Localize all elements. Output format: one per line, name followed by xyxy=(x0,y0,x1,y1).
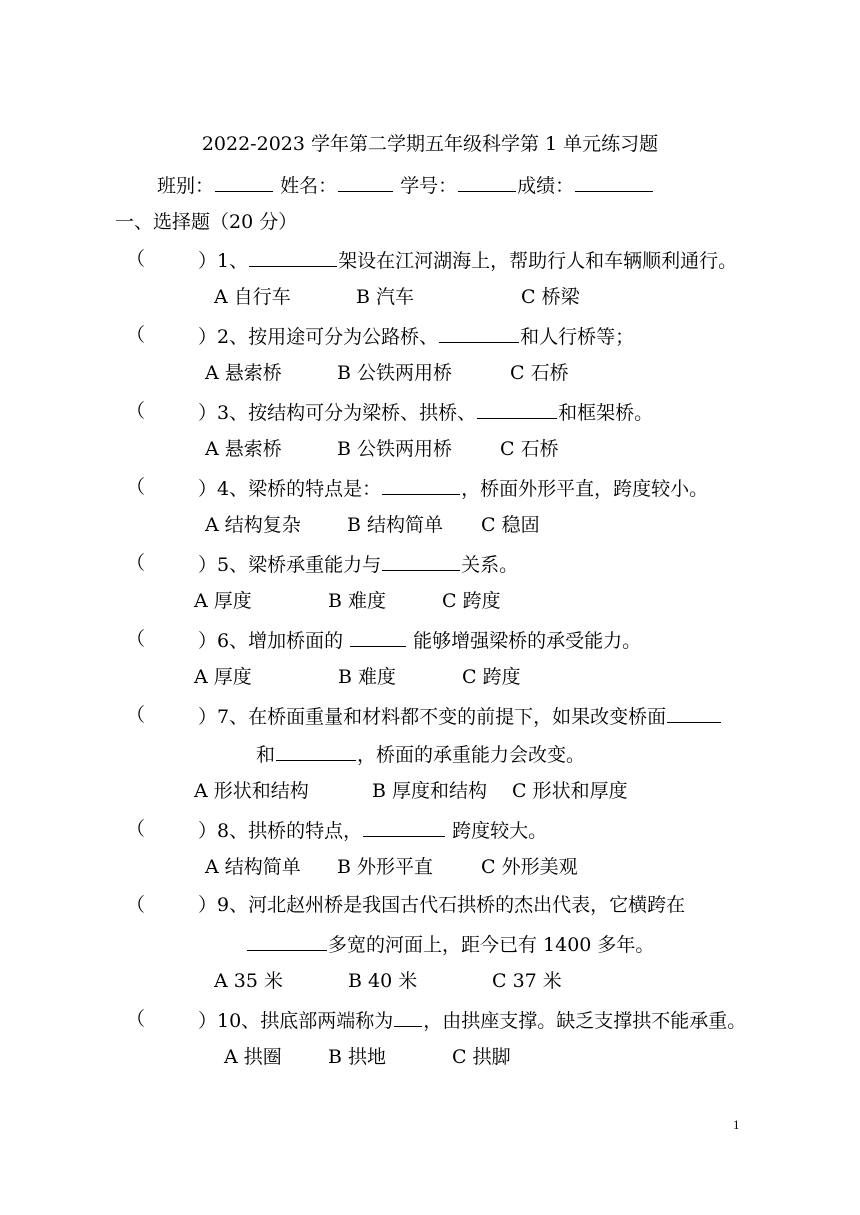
class-blank[interactable] xyxy=(215,171,273,192)
question-7-continued: 和 ，桥面的承重能力会改变。 xyxy=(256,740,585,768)
option-b: B 外形平直 xyxy=(337,856,434,878)
options-3 xyxy=(205,436,559,462)
answer-paren-3[interactable]: （ xyxy=(126,400,146,422)
option-c: C 石桥 xyxy=(500,438,559,460)
question-9: ）9、河北赵州桥是我国古代石拱桥的杰出代表，它横跨在 xyxy=(198,894,686,916)
fill-blank xyxy=(276,740,356,761)
fill-blank xyxy=(249,246,337,267)
id-label: 学号： xyxy=(400,175,458,197)
option-a: A 悬索桥 xyxy=(205,438,282,460)
document-title: 2022-2023 学年第二学期五年级科学第 1 单元练习题 xyxy=(201,133,659,155)
option-a: A 结构简单 xyxy=(205,856,301,878)
question-6: ）6、增加桥面的 能够增强梁桥的承受能力。 xyxy=(198,626,641,654)
option-b: B 厚度和结构 xyxy=(372,780,488,802)
option-b: B 拱地 xyxy=(328,1046,387,1068)
fill-blank xyxy=(382,550,460,571)
question-7: ）7、在桥面重量和材料都不变的前提下，如果改变桥面 xyxy=(198,702,722,730)
options-2 xyxy=(205,360,569,386)
score-label: 成绩： xyxy=(517,175,575,197)
answer-paren-1[interactable]: （ xyxy=(126,248,146,270)
fill-blank xyxy=(439,322,519,343)
option-c: C 外形美观 xyxy=(481,856,578,878)
option-b: B 汽车 xyxy=(356,286,415,308)
answer-paren-4[interactable]: （ xyxy=(126,476,146,498)
options-5 xyxy=(194,588,501,614)
option-a: A 厚度 xyxy=(194,666,252,688)
fill-blank xyxy=(382,474,460,495)
option-c: C 桥梁 xyxy=(521,286,580,308)
page-number: 1 xyxy=(733,1117,740,1132)
question-4: ）4、梁桥的特点是： ，桥面外形平直，跨度较小。 xyxy=(198,474,708,502)
option-b: B 40 米 xyxy=(348,970,418,992)
fill-blank xyxy=(363,816,445,837)
name-blank[interactable] xyxy=(338,171,393,192)
fill-blank xyxy=(667,702,721,723)
option-a: A 结构复杂 xyxy=(205,514,301,536)
answer-paren-8[interactable]: （ xyxy=(126,818,146,840)
answer-paren-7[interactable]: （ xyxy=(126,704,146,726)
options-7 xyxy=(194,778,628,804)
question-9-continued: 多宽的河面上，距今已有 1400 多年。 xyxy=(246,930,654,958)
option-c: C 形状和厚度 xyxy=(512,780,628,802)
answer-paren-10[interactable]: （ xyxy=(126,1008,146,1030)
score-blank[interactable] xyxy=(575,171,653,192)
answer-paren-9[interactable]: （ xyxy=(126,894,146,916)
option-b: B 公铁两用桥 xyxy=(337,362,453,384)
class-label: 班别： xyxy=(157,175,215,197)
student-info-line xyxy=(157,171,654,199)
name-label: 姓名： xyxy=(280,175,338,197)
option-a: A 拱圈 xyxy=(224,1046,282,1068)
option-a: A 厚度 xyxy=(194,590,252,612)
option-c: C 稳固 xyxy=(481,514,540,536)
question-8: ）8、拱桥的特点， 跨度较大。 xyxy=(198,816,547,844)
question-5: ）5、梁桥承重能力与 关系。 xyxy=(198,550,518,578)
fill-blank xyxy=(350,626,406,647)
fill-blank xyxy=(477,398,557,419)
options-10 xyxy=(224,1044,511,1070)
option-a: A 自行车 xyxy=(214,286,291,308)
options-9 xyxy=(214,968,562,994)
option-b: B 结构简单 xyxy=(347,514,444,536)
question-10: ）10、拱底部两端称为 ，由拱座支撑。缺乏支撑拱不能承重。 xyxy=(198,1006,746,1034)
option-a: A 形状和结构 xyxy=(194,780,309,802)
option-b: B 难度 xyxy=(328,590,387,612)
option-c: C 石桥 xyxy=(510,362,569,384)
option-a: A 35 米 xyxy=(214,970,283,992)
question-1: ）1、 架设在江河湖海上，帮助行人和车辆顺利通行。 xyxy=(198,246,737,274)
id-blank[interactable] xyxy=(458,171,516,192)
options-8 xyxy=(205,854,578,880)
answer-paren-5[interactable]: （ xyxy=(126,552,146,574)
options-6 xyxy=(194,664,521,690)
options-1 xyxy=(214,284,580,310)
option-c: C 拱脚 xyxy=(452,1046,511,1068)
option-c: C 跨度 xyxy=(442,590,501,612)
option-c: C 37 米 xyxy=(492,970,562,992)
fill-blank xyxy=(394,1006,422,1027)
options-4 xyxy=(205,512,540,538)
question-3: ）3、按结构可分为梁桥、拱桥、 和框架桥。 xyxy=(198,398,653,426)
question-2: ）2、按用途可分为公路桥、 和人行桥等； xyxy=(198,322,634,350)
fill-blank xyxy=(247,930,327,951)
option-b: B 难度 xyxy=(338,666,397,688)
answer-paren-6[interactable]: （ xyxy=(126,628,146,650)
answer-paren-2[interactable]: （ xyxy=(126,324,146,346)
option-c: C 跨度 xyxy=(462,666,521,688)
option-a: A 悬索桥 xyxy=(205,362,282,384)
section-heading: 一、选择题（20 分） xyxy=(115,211,298,233)
option-b: B 公铁两用桥 xyxy=(337,438,453,460)
